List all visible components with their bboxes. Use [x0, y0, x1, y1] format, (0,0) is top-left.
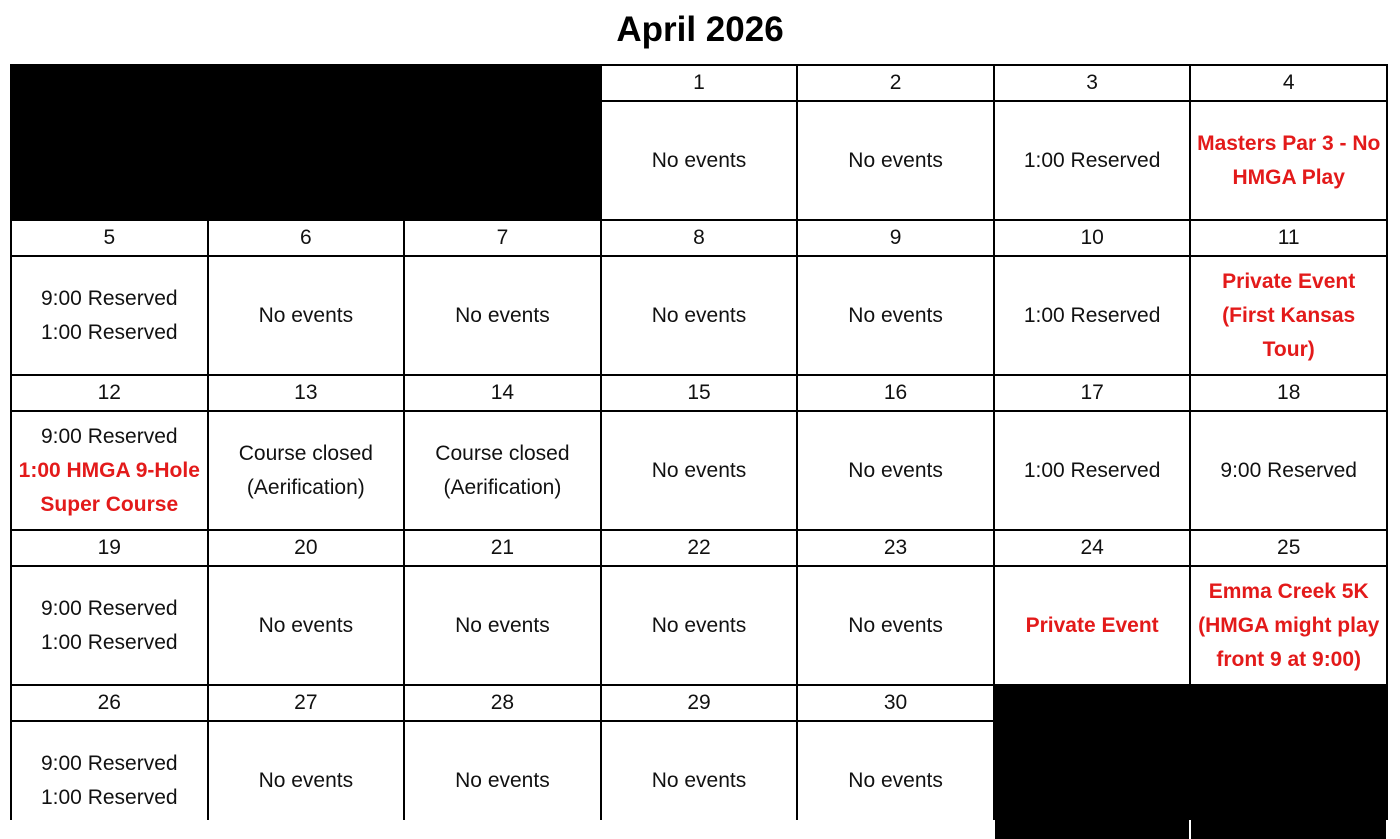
day-number: 7 — [405, 221, 600, 255]
day-events — [602, 722, 797, 839]
event-text: Course closed (Aerification) — [435, 441, 570, 499]
event-text: 1:00 Reserved — [40, 630, 178, 654]
highlighted-event: Emma Creek 5K (HMGA might play front 9 at 9:00) — [1198, 579, 1380, 671]
calendar-title: April 2026 — [616, 10, 784, 49]
event-text: 1:00 Reserved — [40, 320, 178, 344]
empty-day-cell — [1191, 722, 1386, 839]
event-text: No events — [651, 303, 747, 327]
day-number: 19 — [12, 531, 207, 565]
empty-day-cell — [209, 66, 404, 100]
event-text: No events — [848, 768, 943, 792]
day-events — [405, 722, 600, 839]
day-events — [602, 257, 797, 374]
event-text: No events — [258, 303, 354, 327]
event-text: 1:00 Reserved — [40, 785, 178, 809]
event-text: No events — [651, 148, 747, 172]
day-number: 18 — [1191, 376, 1386, 410]
empty-day-cell — [405, 102, 600, 219]
day-number: 12 — [12, 376, 207, 410]
day-number: 22 — [602, 531, 797, 565]
day-number: 3 — [995, 66, 1190, 100]
event-text: No events — [651, 613, 747, 637]
day-events — [798, 412, 993, 529]
day-events — [209, 412, 404, 529]
day-number: 15 — [602, 376, 797, 410]
empty-day-cell — [1191, 686, 1386, 720]
event-text: 9:00 Reserved — [40, 751, 178, 775]
day-number: 21 — [405, 531, 600, 565]
day-events — [12, 722, 207, 839]
day-events — [405, 257, 600, 374]
empty-day-cell — [405, 66, 600, 100]
day-events — [798, 257, 993, 374]
empty-day-cell — [995, 686, 1190, 720]
day-events — [12, 567, 207, 684]
event-text: No events — [455, 303, 550, 327]
event-text: 9:00 Reserved — [40, 286, 178, 310]
event-text: 9:00 Reserved — [1220, 458, 1357, 482]
day-number: 24 — [995, 531, 1190, 565]
event-text: No events — [848, 303, 943, 327]
day-number: 23 — [798, 531, 993, 565]
day-events — [798, 722, 993, 839]
day-number: 25 — [1191, 531, 1386, 565]
highlighted-event: Private Event (First Kansas Tour) — [1222, 269, 1356, 361]
day-events — [209, 567, 404, 684]
day-number: 20 — [209, 531, 404, 565]
day-events — [209, 257, 404, 374]
event-text: No events — [848, 148, 943, 172]
day-events — [405, 412, 600, 529]
event-text: Course closed (Aerification) — [238, 441, 373, 499]
day-number: 14 — [405, 376, 600, 410]
day-events — [995, 412, 1190, 529]
day-number: 30 — [798, 686, 993, 720]
highlighted-event: 1:00 HMGA 9-Hole Super Course — [18, 458, 200, 516]
event-text: No events — [651, 768, 747, 792]
day-events — [798, 102, 993, 219]
calendar-grid — [10, 64, 1388, 820]
event-text: 9:00 Reserved — [40, 596, 178, 620]
day-events — [602, 567, 797, 684]
day-number: 4 — [1191, 66, 1386, 100]
day-number: 8 — [602, 221, 797, 255]
day-number: 17 — [995, 376, 1190, 410]
empty-day-cell — [12, 66, 207, 100]
day-number: 28 — [405, 686, 600, 720]
event-text: 1:00 Reserved — [1023, 458, 1161, 482]
day-number: 13 — [209, 376, 404, 410]
event-text: 1:00 Reserved — [1023, 148, 1161, 172]
event-text: 9:00 Reserved — [40, 424, 178, 448]
day-events — [1191, 102, 1386, 219]
empty-day-cell — [209, 102, 404, 219]
event-text: No events — [455, 768, 550, 792]
day-events — [12, 412, 207, 529]
event-text: No events — [258, 768, 354, 792]
day-events — [209, 722, 404, 839]
day-events — [798, 567, 993, 684]
day-events — [12, 257, 207, 374]
day-events — [995, 257, 1190, 374]
event-text: No events — [258, 613, 354, 637]
day-events — [1191, 567, 1386, 684]
day-number: 5 — [12, 221, 207, 255]
event-text: 1:00 Reserved — [1023, 303, 1161, 327]
event-text: No events — [651, 458, 747, 482]
day-number: 26 — [12, 686, 207, 720]
event-text: No events — [455, 613, 550, 637]
day-number: 9 — [798, 221, 993, 255]
event-text: No events — [848, 613, 943, 637]
day-events — [405, 567, 600, 684]
day-number: 11 — [1191, 221, 1386, 255]
day-number: 6 — [209, 221, 404, 255]
day-number: 2 — [798, 66, 993, 100]
day-number: 10 — [995, 221, 1190, 255]
day-events — [602, 102, 797, 219]
day-number: 29 — [602, 686, 797, 720]
day-events — [602, 412, 797, 529]
empty-day-cell — [995, 722, 1190, 839]
day-events — [995, 102, 1190, 219]
day-number: 16 — [798, 376, 993, 410]
day-number: 27 — [209, 686, 404, 720]
day-number: 1 — [602, 66, 797, 100]
event-text: No events — [848, 458, 943, 482]
highlighted-event: Masters Par 3 - No HMGA Play — [1197, 131, 1381, 189]
day-events — [1191, 412, 1386, 529]
highlighted-event: Private Event — [1025, 613, 1159, 637]
day-events — [995, 567, 1190, 684]
day-events — [1191, 257, 1386, 374]
empty-day-cell — [12, 102, 207, 219]
